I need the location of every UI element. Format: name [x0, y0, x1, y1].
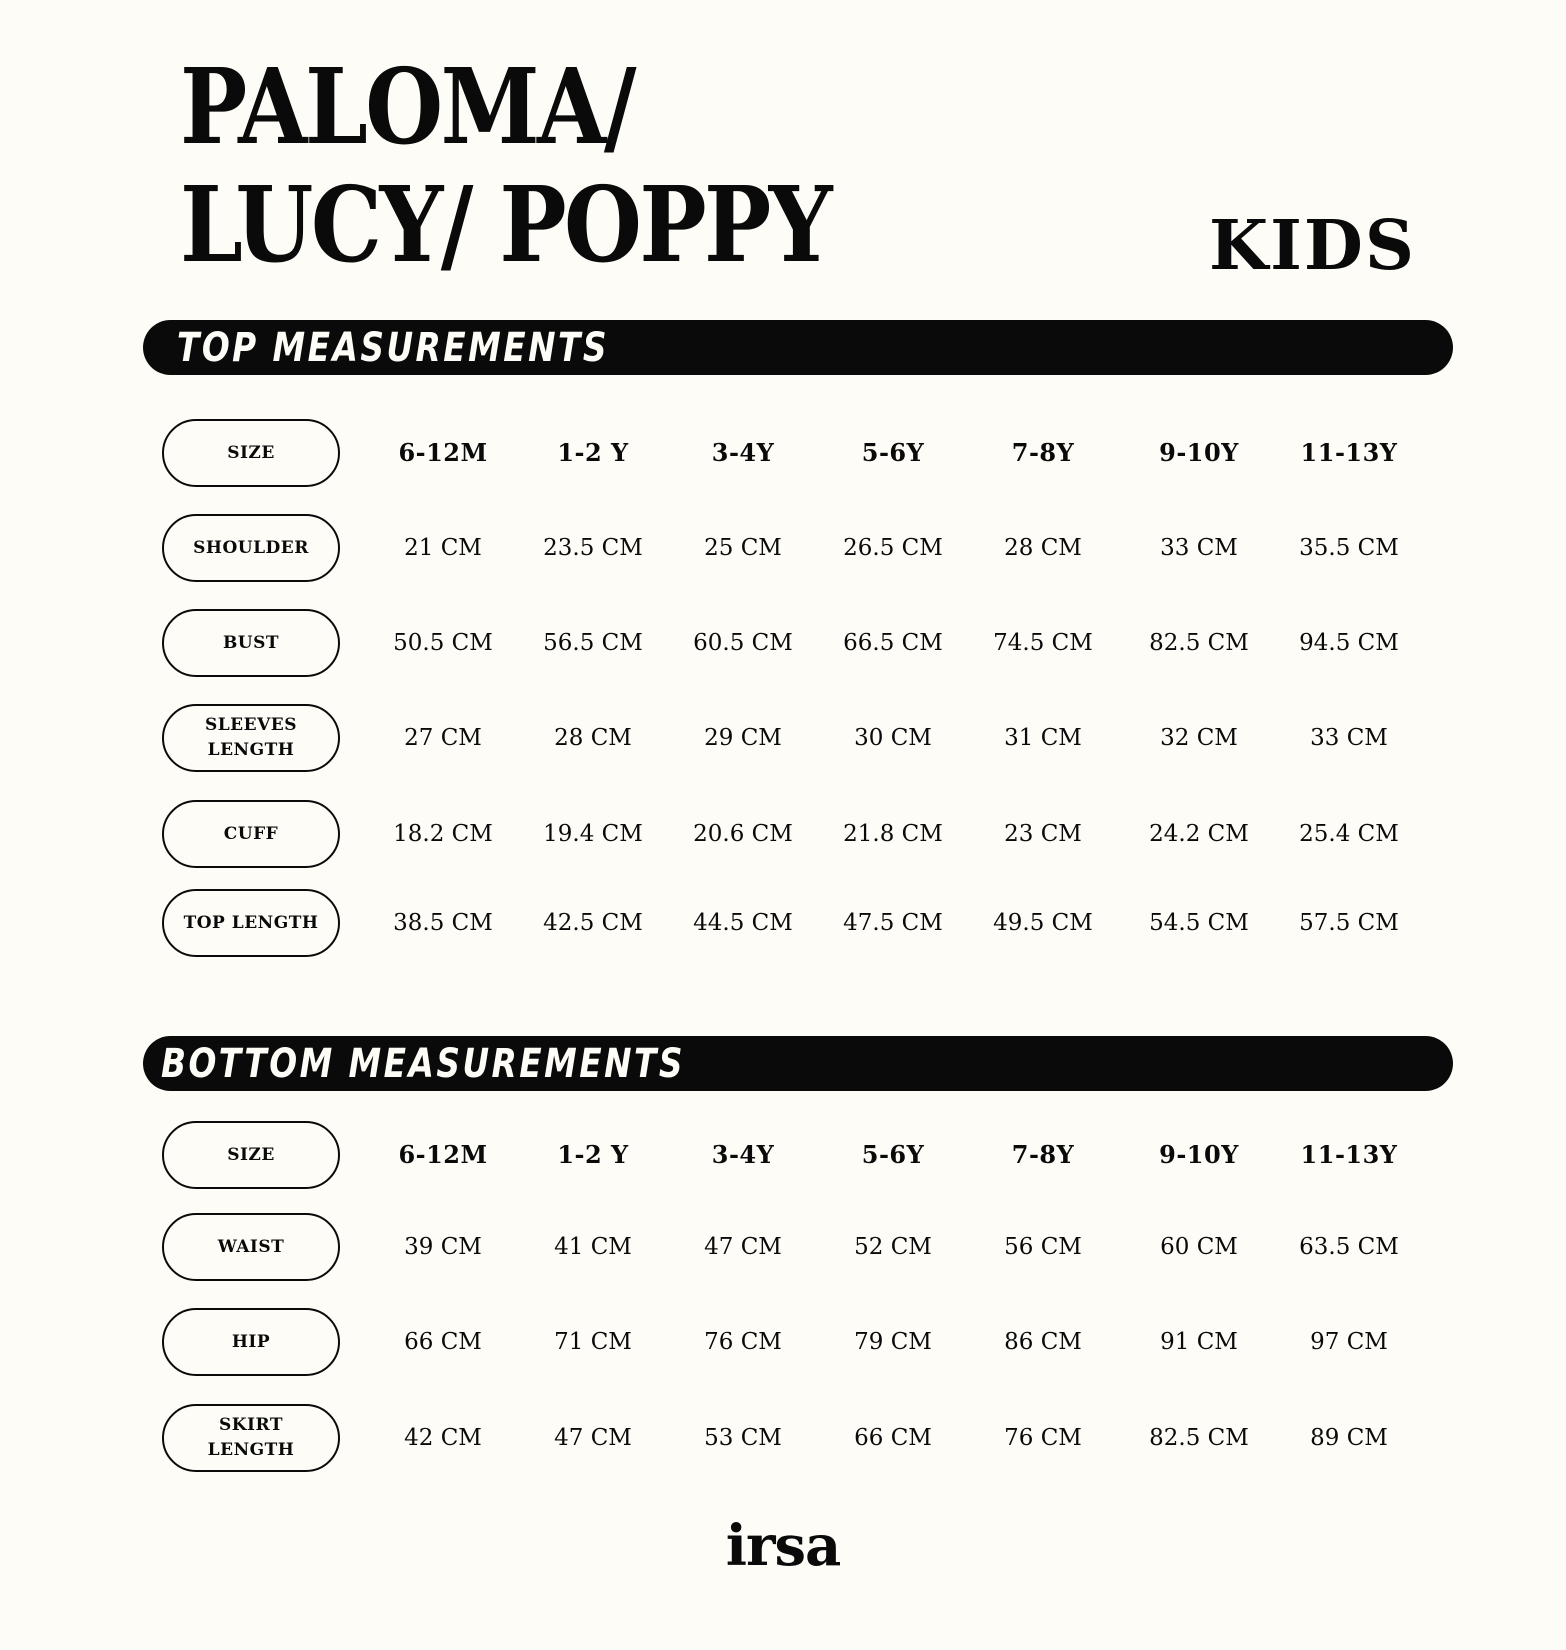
measurement-cell: 44.5 CM: [693, 910, 793, 936]
measurement-cell: 28 CM: [1004, 535, 1082, 561]
row-label-size: SIZE: [162, 419, 340, 487]
measurement-cell: 54.5 CM: [1149, 910, 1249, 936]
measurement-cell: 56.5 CM: [543, 630, 643, 656]
measurement-cell: 28 CM: [554, 725, 632, 751]
measurement-cell: 21.8 CM: [843, 821, 943, 847]
bottom-measurements-header: [143, 1036, 1453, 1091]
measurement-cell: 47 CM: [554, 1425, 632, 1451]
measurement-cell: 94.5 CM: [1299, 630, 1399, 656]
measurement-cell: 32 CM: [1160, 725, 1238, 751]
size-header-cell: 1-2 Y: [557, 438, 629, 467]
size-header-cell: 3-4Y: [711, 438, 775, 467]
measurement-cell: 82.5 CM: [1149, 1425, 1249, 1451]
measurement-cell: 74.5 CM: [993, 630, 1093, 656]
measurement-cell: 97 CM: [1310, 1329, 1388, 1355]
measurement-cell: 20.6 CM: [693, 821, 793, 847]
brand-logo: irsa: [725, 1513, 841, 1579]
measurement-cell: 33 CM: [1160, 535, 1238, 561]
size-header-cell: 5-6Y: [861, 1140, 925, 1169]
measurement-cell: 33 CM: [1310, 725, 1388, 751]
measurement-cell: 71 CM: [554, 1329, 632, 1355]
measurement-cell: 35.5 CM: [1299, 535, 1399, 561]
measurement-cell: 89 CM: [1310, 1425, 1388, 1451]
measurement-cell: 53 CM: [704, 1425, 782, 1451]
measurement-cell: 42.5 CM: [543, 910, 643, 936]
row-label-hip: HIP: [162, 1308, 340, 1376]
measurement-cell: 76 CM: [1004, 1425, 1082, 1451]
measurement-cell: 38.5 CM: [393, 910, 493, 936]
measurement-cell: 23.5 CM: [543, 535, 643, 561]
measurement-cell: 50.5 CM: [393, 630, 493, 656]
size-header-cell: 7-8Y: [1011, 1140, 1075, 1169]
top-measurements-header: [143, 320, 1453, 375]
measurement-cell: 27 CM: [404, 725, 482, 751]
row-label-shoulder: SHOULDER: [162, 514, 340, 582]
measurement-cell: 60.5 CM: [693, 630, 793, 656]
measurement-cell: 57.5 CM: [1299, 910, 1399, 936]
measurement-cell: 47.5 CM: [843, 910, 943, 936]
measurement-cell: 52 CM: [854, 1234, 932, 1260]
row-label-waist: WAIST: [162, 1213, 340, 1281]
size-header-cell: 9-10Y: [1159, 1140, 1239, 1169]
row-label-bust: BUST: [162, 609, 340, 677]
bottom-measurements-title: BOTTOM MEASUREMENTS: [161, 1041, 685, 1087]
measurement-cell: 23 CM: [1004, 821, 1082, 847]
row-label-skirt-length: SKIRT LENGTH: [162, 1404, 340, 1472]
measurement-cell: 91 CM: [1160, 1329, 1238, 1355]
size-header-cell: 9-10Y: [1159, 438, 1239, 467]
measurement-cell: 18.2 CM: [393, 821, 493, 847]
measurement-cell: 82.5 CM: [1149, 630, 1249, 656]
measurement-cell: 41 CM: [554, 1234, 632, 1260]
measurement-cell: 25.4 CM: [1299, 821, 1399, 847]
measurement-cell: 66.5 CM: [843, 630, 943, 656]
row-label-size: SIZE: [162, 1121, 340, 1189]
measurement-cell: 56 CM: [1004, 1234, 1082, 1260]
measurement-cell: 26.5 CM: [843, 535, 943, 561]
size-header-cell: 6-12M: [398, 438, 488, 467]
measurement-cell: 86 CM: [1004, 1329, 1082, 1355]
measurement-cell: 30 CM: [854, 725, 932, 751]
measurement-cell: 47 CM: [704, 1234, 782, 1260]
measurement-cell: 29 CM: [704, 725, 782, 751]
measurement-cell: 31 CM: [1004, 725, 1082, 751]
size-header-cell: 5-6Y: [861, 438, 925, 467]
measurement-cell: 60 CM: [1160, 1234, 1238, 1260]
measurement-cell: 49.5 CM: [993, 910, 1093, 936]
measurement-cell: 79 CM: [854, 1329, 932, 1355]
size-header-cell: 6-12M: [398, 1140, 488, 1169]
row-label-top-length: TOP LENGTH: [162, 889, 340, 957]
measurement-cell: 21 CM: [404, 535, 482, 561]
measurement-cell: 24.2 CM: [1149, 821, 1249, 847]
measurement-cell: 39 CM: [404, 1234, 482, 1260]
measurement-cell: 66 CM: [404, 1329, 482, 1355]
title-line-2: LUCY/ POPPY: [180, 163, 830, 286]
size-header-cell: 3-4Y: [711, 1140, 775, 1169]
size-header-cell: 11-13Y: [1300, 1140, 1398, 1169]
row-label-sleeves-length: SLEEVES LENGTH: [162, 704, 340, 772]
measurement-cell: 42 CM: [404, 1425, 482, 1451]
row-label-cuff: CUFF: [162, 800, 340, 868]
measurement-cell: 25 CM: [704, 535, 782, 561]
category-label: KIDS: [1209, 206, 1416, 286]
measurement-cell: 76 CM: [704, 1329, 782, 1355]
measurement-cell: 63.5 CM: [1299, 1234, 1399, 1260]
size-header-cell: 11-13Y: [1300, 438, 1398, 467]
size-header-cell: 1-2 Y: [557, 1140, 629, 1169]
size-header-cell: 7-8Y: [1011, 438, 1075, 467]
title-line-1: PALOMA/: [180, 45, 634, 168]
top-measurements-title: TOP MEASUREMENTS: [177, 325, 609, 371]
page-title: [180, 45, 830, 286]
measurement-cell: 19.4 CM: [543, 821, 643, 847]
measurement-cell: 66 CM: [854, 1425, 932, 1451]
